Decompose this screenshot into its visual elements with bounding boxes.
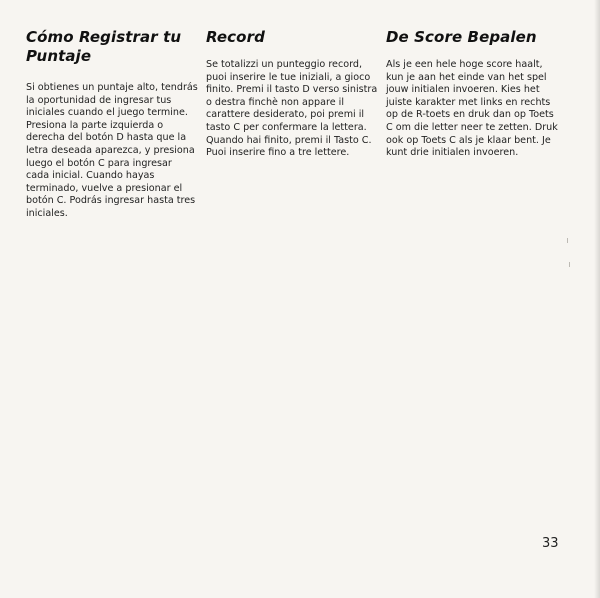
heading-spanish: Cómo Registrar tu Puntaje [26, 28, 182, 65]
heading-italian: Record [206, 28, 265, 46]
column-spanish [26, 28, 198, 221]
column-italian [206, 28, 378, 160]
body-spanish: Si obtienes un puntaje alto, tendrás la oportunidad de ingresar tus iniciales cuando el juego termine. Presiona la parte izquierda o derecha del botón D hasta que la letra deseada aparezca, y presiona luego el botón C para ingresar cada inicial. Cuando hayas terminado, vuelve a presionar el botón C. Podrás ingresar hasta tres iniciales. [26, 82, 198, 219]
page-number: 33 [542, 536, 559, 551]
scan-speck [569, 262, 570, 267]
page-edge-shadow [594, 0, 600, 598]
body-italian: Se totalizzi un punteggio record, puoi inserire le tue iniziali, a gioco finito. Premi il tasto D verso sinistra o destra finchè non appare il carattere desiderato, poi premi il tasto C per confermare la lettera. Quando hai finito, premi il Tasto C. Puoi inserire fino a tre lettere. [206, 59, 378, 159]
column-dutch [386, 28, 558, 160]
heading-dutch: De Score Bepalen [386, 28, 537, 46]
body-dutch: Als je een hele hoge score haalt, kun je aan het einde van het spel jouw initialen invoeren. Kies het juiste karakter met links en rechts op de R-toets en druk dan op Toets C om die letter neer te zetten. Druk ook op Toets C als je klaar bent. Je kunt drie initialen invoeren. [386, 59, 558, 159]
scan-speck [567, 238, 568, 243]
